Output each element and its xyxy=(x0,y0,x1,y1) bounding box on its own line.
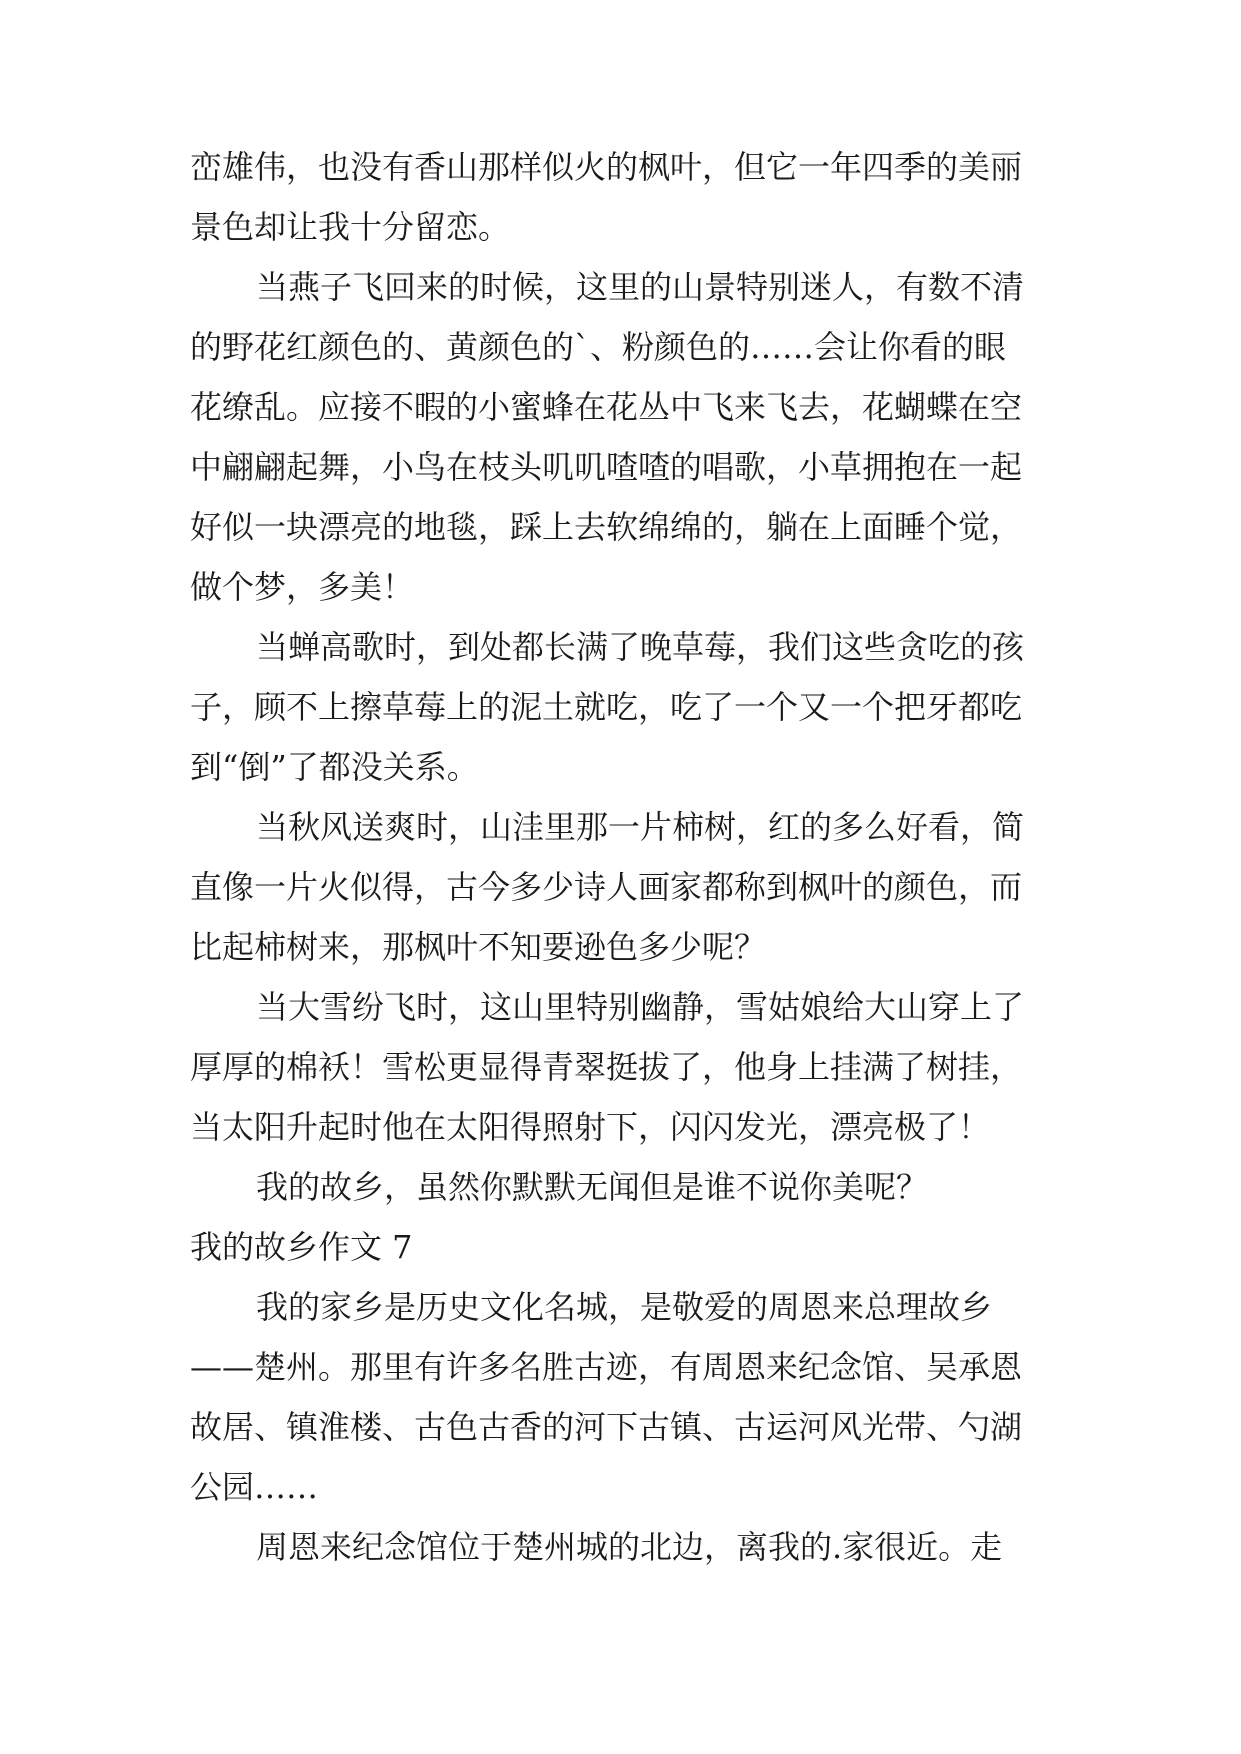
text-line: 当燕子飞回来的时候，这里的山景特别迷人，有数不清 xyxy=(256,268,1025,306)
text-line: 到“倒”了都没关系。 xyxy=(190,748,479,786)
text-line: 当蝉高歌时，到处都长满了晚草莓，我们这些贪吃的孩 xyxy=(256,628,1025,666)
text-line: 我的故乡，虽然你默默无闻但是谁不说你美呢？ xyxy=(256,1168,929,1206)
text-line: 直像一片火似得，古今多少诗人画家都称到枫叶的颜色，而 xyxy=(190,868,1023,906)
text-line: 峦雄伟，也没有香山那样似火的枫叶，但它一年四季的美丽 xyxy=(190,148,1023,186)
text-line: 好似一块漂亮的地毯，踩上去软绵绵的，躺在上面睡个觉， xyxy=(190,508,1023,546)
text-line: ——楚州。那里有许多名胜古迹，有周恩来纪念馆、吴承恩 xyxy=(190,1348,1023,1386)
text-line: 故居、镇淮楼、古色古香的河下古镇、古运河风光带、勺湖 xyxy=(190,1408,1023,1446)
text-line: 当大雪纷飞时，这山里特别幽静，雪姑娘给大山穿上了 xyxy=(256,988,1025,1026)
text-line: 厚厚的棉袄！雪松更显得青翠挺拔了，他身上挂满了树挂， xyxy=(190,1048,1023,1086)
text-line: 景色却让我十分留恋。 xyxy=(190,208,511,246)
text-line: 中翩翩起舞，小鸟在枝头叽叽喳喳的唱歌，小草拥抱在一起 xyxy=(190,448,1023,486)
text-line: 公园…… xyxy=(190,1468,319,1506)
section-heading: 我的故乡作文 7 xyxy=(190,1228,413,1266)
text-line: 比起柿树来，那枫叶不知要逊色多少呢？ xyxy=(190,928,767,966)
text-line: 周恩来纪念馆位于楚州城的北边，离我的.家很近。走 xyxy=(256,1528,1003,1566)
text-line: 花缭乱。应接不暇的小蜜蜂在花丛中飞来飞去，花蝴蝶在空 xyxy=(190,388,1023,426)
text-line: 做个梦，多美！ xyxy=(190,568,415,606)
text-line: 当秋风送爽时，山洼里那一片柿树，红的多么好看，简 xyxy=(256,808,1025,846)
text-line: 的野花红颜色的、黄颜色的`、粉颜色的……会让你看的眼 xyxy=(190,328,1007,366)
text-line: 我的家乡是历史文化名城，是敬爱的周恩来总理故乡 xyxy=(256,1288,993,1326)
text-line: 当太阳升起时他在太阳得照射下，闪闪发光，漂亮极了！ xyxy=(190,1108,991,1146)
text-line: 子，顾不上擦草莓上的泥土就吃，吃了一个又一个把牙都吃 xyxy=(190,688,1023,726)
